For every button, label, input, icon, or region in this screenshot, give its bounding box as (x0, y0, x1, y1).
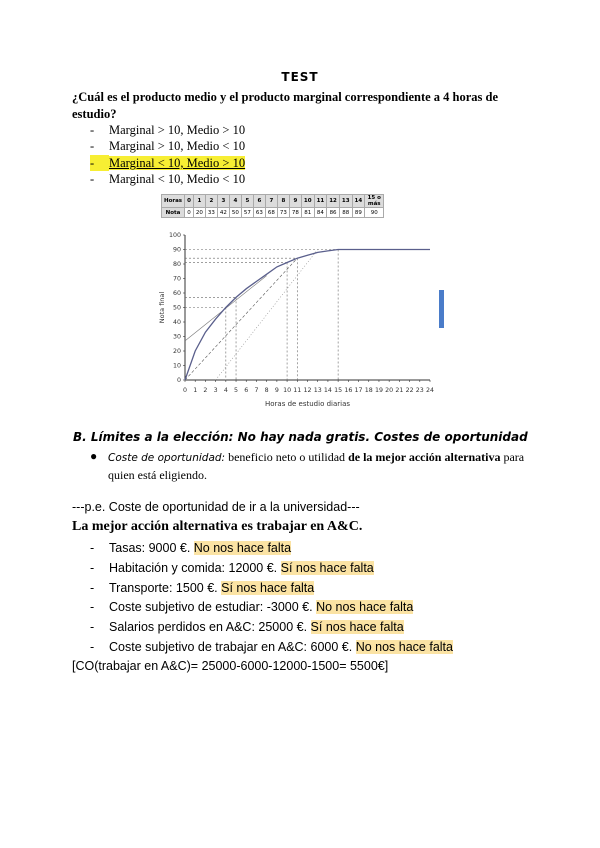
table-hour-cell: 14 (352, 195, 365, 208)
x-tick-label: 7 (254, 387, 259, 394)
cost-item: - Tasas: 9000 €. No nos hace falta (90, 541, 292, 555)
table-hour-cell: 1 (193, 195, 205, 208)
cost-tag: No nos hace falta (316, 600, 414, 615)
y-tick-label: 70 (172, 275, 181, 283)
table-grade-cell: 88 (339, 208, 352, 218)
table-hour-cell: 11 (314, 195, 327, 208)
table-grade-cell: 73 (277, 208, 289, 218)
y-tick-label: 10 (172, 362, 181, 370)
cost-text: Transporte: 1500 €. (109, 580, 222, 595)
cost-tag: Sí nos hace falta (310, 620, 404, 635)
def-bold: de la mejor acción alternativa (348, 450, 501, 464)
table-grade-cell: 90 (365, 208, 384, 218)
table-grade-cell: 81 (301, 208, 314, 218)
table-hour-cell: 10 (301, 195, 314, 208)
option-label: Marginal < 10, Medio < 10 (109, 172, 246, 186)
x-tick-label: 6 (244, 387, 249, 394)
table-hour-cell: 6 (253, 195, 265, 208)
y-tick-label: 60 (172, 290, 181, 297)
table-row-label: Nota (162, 208, 185, 218)
table-hour-cell: 5 (241, 195, 253, 208)
cost-item: - Transporte: 1500 €. Sí nos hace falta (90, 580, 315, 595)
cost-tag: No nos hace falta (355, 640, 453, 654)
cost-text: Habitación y comida: 12000 €. (109, 560, 281, 575)
scroll-indicator (439, 290, 444, 328)
y-tick-label: 30 (172, 333, 181, 341)
x-tick-label: 18 (364, 387, 373, 394)
x-tick-label: 8 (264, 387, 269, 394)
y-tick-label: 40 (172, 319, 181, 326)
co-formula: [CO(trabajar en A&C)= 25000-6000-12000-1500= 5500€] (72, 659, 389, 673)
y-tick-label: 80 (172, 261, 181, 268)
x-tick-label: 23 (415, 387, 424, 394)
table-grade-cell: 20 (193, 208, 205, 218)
average-product-line (185, 258, 297, 380)
x-tick-label: 17 (354, 387, 363, 394)
def-text: beneficio neto o utilidad (225, 450, 349, 464)
x-axis-label: Horas de estudio diarias (264, 400, 351, 408)
x-tick-label: 10 (283, 387, 292, 394)
table-hour-cell: 7 (265, 195, 277, 208)
option-2[interactable]: - Marginal > 10, Medio < 10 (90, 139, 246, 153)
table-hour-cell: 3 (217, 195, 229, 208)
table-grade-cell: 78 (289, 208, 301, 218)
table-grade-cell: 42 (217, 208, 229, 218)
option-3-correct[interactable]: - Marginal < 10, Medio > 10 (90, 156, 246, 170)
cost-text: Tasas: 9000 €. (109, 541, 194, 555)
x-tick-label: 15 (334, 387, 343, 394)
table-grade-cell: 33 (205, 208, 217, 218)
table-hour-cell: 9 (289, 195, 301, 208)
x-tick-label: 9 (274, 387, 279, 394)
table-grade-cell: 86 (327, 208, 340, 218)
x-tick-label: 12 (303, 387, 312, 394)
option-1[interactable]: - Marginal > 10, Medio > 10 (90, 123, 246, 137)
grade-chart (150, 228, 450, 414)
y-axis-label: Nota final (158, 291, 166, 324)
page-title: TEST (281, 70, 319, 84)
cost-item: - Habitación y comida: 12000 €. Sí nos hace falta (90, 560, 374, 575)
x-tick-label: 22 (405, 387, 414, 394)
cost-item: - Coste subjetivo de estudiar: -3000 €. No nos hace falta (90, 600, 414, 615)
opportunity-cost-definition (108, 449, 548, 484)
bullet-icon: ● (90, 449, 98, 463)
table-grade-cell: 63 (253, 208, 265, 218)
table-hour-cell: 12 (327, 195, 340, 208)
table-grade-cell: 50 (229, 208, 241, 218)
table-grade-cell: 89 (352, 208, 365, 218)
y-tick-label: 20 (172, 348, 181, 355)
table-grade-cell: 84 (314, 208, 327, 218)
x-tick-label: 13 (313, 387, 322, 394)
x-tick-label: 16 (344, 387, 353, 394)
y-tick-label: 0 (176, 377, 181, 384)
question-text: ¿Cuál es el producto medio y el producto marginal correspondiente a 4 horas de estudio? (72, 90, 499, 121)
x-tick-label: 2 (203, 387, 208, 394)
table-grade-cell: 68 (265, 208, 277, 218)
def-text: para (500, 450, 525, 464)
table-header-label: Horas (162, 195, 185, 208)
y-tick-label: 50 (172, 304, 181, 312)
cost-tag: Sí nos hace falta (280, 560, 374, 575)
x-tick-label: 19 (374, 387, 383, 394)
cost-item: - Salarios perdidos en A&C: 25000 €. Sí nos hace falta (90, 620, 404, 635)
table-hour-cell: 4 (229, 195, 241, 208)
table-hour-cell: 15 o más (365, 195, 384, 208)
term: Coste de oportunidad: (108, 452, 226, 464)
table-hour-cell: 2 (205, 195, 217, 208)
x-tick-label: 11 (293, 387, 302, 394)
y-tick-label: 90 (172, 246, 181, 254)
x-tick-label: 21 (395, 387, 404, 394)
option-label: Marginal < 10, Medio > 10 (109, 156, 246, 170)
table-hour-cell: 8 (277, 195, 289, 208)
cost-text: Coste subjetivo de trabajar en A&C: 6000 €. (109, 640, 356, 654)
tangent-line-2 (216, 250, 318, 381)
cost-item: - Coste subjetivo de trabajar en A&C: 6000 €. No nos hace falta (90, 640, 453, 654)
option-4[interactable]: - Marginal < 10, Medio < 10 (90, 172, 246, 186)
x-tick-label: 24 (425, 387, 435, 394)
x-tick-label: 3 (213, 387, 218, 394)
table-grade-cell: 57 (241, 208, 253, 218)
cost-text: Coste subjetivo de estudiar: -3000 €. (109, 600, 317, 615)
section-b-title: B. Límites a la elección: No hay nada gratis. Costes de oportunidad (73, 430, 528, 444)
cost-tag: Sí nos hace falta (221, 580, 315, 595)
best-alternative: La mejor acción alternativa es trabajar en A&C. (72, 519, 363, 534)
table-grade-cell: 0 (185, 208, 194, 218)
cost-tag: No nos hace falta (193, 541, 292, 555)
table-hour-cell: 0 (185, 195, 194, 208)
example-heading: ---p.e. Coste de oportunidad de ir a la universidad--- (72, 500, 360, 514)
y-tick-label: 100 (168, 232, 181, 239)
option-label: Marginal > 10, Medio < 10 (109, 139, 246, 153)
x-tick-label: 1 (193, 387, 198, 394)
grades-table (161, 194, 384, 218)
x-tick-label: 14 (323, 387, 332, 394)
x-tick-label: 5 (234, 387, 239, 394)
grade-curve (185, 250, 430, 381)
table-hour-cell: 13 (339, 195, 352, 208)
x-tick-label: 20 (385, 387, 394, 394)
x-tick-label: 0 (182, 387, 188, 394)
cost-text: Salarios perdidos en A&C: 25000 €. (109, 620, 311, 635)
option-label: Marginal > 10, Medio > 10 (109, 123, 246, 137)
def-text: quien está eligiendo. (108, 468, 207, 482)
x-tick-label: 4 (223, 387, 228, 394)
